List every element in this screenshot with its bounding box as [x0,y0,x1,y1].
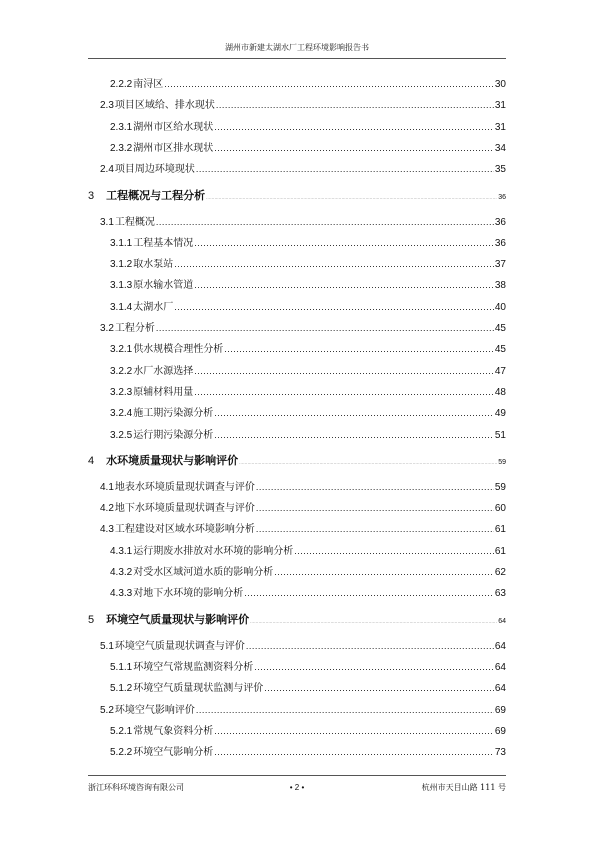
footer-divider [88,775,506,776]
toc-entry-title: 工程建设对区域水环境影响分析 [114,524,255,536]
toc-entry-number: 5.2 [100,704,114,716]
toc-entry-page: 61 [494,524,506,536]
toc-chapter-entry[interactable] [88,612,506,628]
toc-entry[interactable] [88,659,506,675]
toc-dot-leader [174,256,494,273]
toc-entry-page: 60 [494,503,506,515]
toc-entry-title: 原水输水管道 [133,280,194,292]
toc-dot-leader [216,97,494,114]
toc-entry-number: 4.3 [100,524,114,536]
toc-entry-page: 64 [494,640,506,652]
header-divider [88,58,506,59]
toc-entry[interactable] [88,479,506,495]
toc-entry[interactable] [88,543,506,559]
toc-entry[interactable] [88,500,506,516]
toc-entry[interactable] [88,97,506,113]
toc-entry[interactable] [88,744,506,760]
toc-dot-leader [224,341,494,358]
toc-entry-title: 湖州市区给水现状 [133,121,214,133]
toc-dot-leader [194,235,494,252]
toc-dot-leader [274,564,494,581]
toc-entry[interactable] [88,427,506,443]
toc-entry-title: 施工期污染源分析 [133,408,214,420]
toc-entry-number: 3.2.4 [110,408,133,420]
toc-entry-number: 3.2.3 [110,386,133,398]
toc-entry-title: 环境空气质量现状调查与评价 [114,640,245,652]
toc-entry-title: 湖州市区排水现状 [133,142,214,154]
toc-entry-title: 原辅材料用量 [133,386,194,398]
toc-entry-title: 工程基本情况 [133,237,194,249]
toc-entry-title: 环境空气质量现状与影响评价 [106,612,250,626]
toc-entry-page: 73 [494,747,506,759]
toc-chapter-entry[interactable] [88,453,506,469]
toc-dot-leader [156,320,494,337]
toc-entry-title: 取水泵站 [133,259,174,271]
toc-entry[interactable] [88,585,506,601]
toc-entry-title: 工程概况与工程分析 [106,188,206,202]
toc-dot-leader [239,453,497,471]
toc-entry-number: 4.3.1 [110,545,133,557]
toc-entry-title: 运行期废水排放对水环境的影响分析 [133,545,294,557]
toc-chapter-entry[interactable] [88,188,506,204]
toc-dot-leader [214,427,494,444]
toc-entry[interactable] [88,320,506,336]
toc-dot-leader [214,744,494,761]
toc-dot-leader [254,659,494,676]
toc-entry-title: 环境空气常规监测资料分析 [133,661,254,673]
toc-entry-page: 51 [494,429,506,441]
toc-entry-number: 2.2.2 [110,79,133,90]
toc-dot-leader [250,612,497,630]
toc-entry-number: 4.3.3 [110,588,133,600]
toc-dot-leader [214,140,494,157]
toc-entry[interactable] [88,521,506,537]
toc-entry-number: 3.2.2 [110,365,133,377]
toc-entry[interactable] [88,363,506,379]
toc-dot-leader [264,680,494,697]
toc-dot-leader [246,638,494,655]
toc-entry-title: 对受水区域河道水质的影响分析 [133,567,274,578]
toc-entry-title: 地下水环境质量现状调查与评价 [114,503,255,515]
toc-dot-leader [194,384,494,401]
toc-entry-title: 对地下水环境的影响分析 [133,588,244,600]
toc-entry[interactable] [88,119,506,135]
toc-entry-page: 31 [494,100,506,112]
toc-entry[interactable] [88,214,506,230]
toc-entry[interactable] [88,341,506,357]
toc-dot-leader [256,479,494,496]
toc-entry-page: 64 [498,617,506,625]
toc-dot-leader [164,76,494,93]
page-number: • 2 • [289,783,305,792]
toc-entry-page: 61 [494,545,506,557]
toc-dot-leader [206,188,497,206]
toc-entry[interactable] [88,235,506,251]
toc-entry-page: 31 [494,121,506,133]
toc-entry-title: 环境空气影响评价 [114,704,195,716]
toc-entry[interactable] [88,384,506,400]
toc-entry[interactable] [88,161,506,177]
toc-entry[interactable] [88,702,506,718]
footer-company: 浙江环科环境咨询有限公司 [88,783,184,792]
toc-entry[interactable] [88,299,506,315]
toc-dot-leader [294,543,494,560]
running-header: 湖州市新建太湖水厂工程环境影响报告书 [225,43,369,52]
toc-entry-number: 3.2.5 [110,429,133,441]
toc-entry-number: 3.2.1 [110,344,133,356]
toc-dot-leader [244,585,494,602]
toc-entry-page: 37 [494,259,506,271]
toc-dot-leader [194,363,494,380]
toc-entry-title: 工程分析 [114,323,155,334]
toc-entry-page: 64 [494,661,506,673]
toc-entry[interactable] [88,256,506,272]
page-footer [88,781,506,795]
toc-entry-page: 48 [494,386,506,398]
toc-entry-page: 35 [494,164,506,176]
toc-entry-number: 3 [88,189,95,202]
toc-entry-number: 5.1 [100,640,114,652]
toc-entry-page: 49 [494,408,506,420]
toc-entry-title: 供水规模合理性分析 [133,344,224,356]
toc-entry-title: 水环境质量现状与影响评价 [106,453,239,467]
toc-entry-number: 5.2.1 [110,725,133,737]
toc-entry[interactable] [88,277,506,293]
toc-entry-page: 45 [494,344,506,356]
toc-entry-page: 36 [494,216,506,228]
toc-entry-page: 40 [494,301,506,313]
toc-entry-number: 3.1.2 [110,259,133,271]
toc-entry-page: 62 [494,567,506,578]
footer-address: 杭州市天目山路 111 号 [421,783,506,792]
toc-entry-page: 59 [498,458,506,466]
toc-dot-leader [214,119,494,136]
toc-entry-title: 项目周边环境现状 [114,164,195,176]
toc-entry-page: 64 [494,683,506,695]
toc-entry-page: 30 [494,79,506,90]
toc-entry-number: 2.3.2 [110,142,133,154]
toc-dot-leader [214,405,494,422]
toc-entry-page: 36 [494,237,506,249]
toc-dot-leader [156,214,494,231]
toc-entry-number: 4.3.2 [110,567,133,578]
toc-entry[interactable] [88,140,506,156]
toc-entry-title: 南浔区 [133,79,164,90]
toc-entry-page: 69 [494,725,506,737]
toc-dot-leader [196,702,494,719]
toc-entry-number: 4.1 [100,481,114,493]
toc-entry-number: 5.2.2 [110,747,133,759]
toc-entry-number: 3.1.1 [110,237,133,249]
toc-entry[interactable] [88,723,506,739]
toc-entry-page: 36 [498,193,506,201]
toc-entry-title: 工程概况 [114,216,155,228]
toc-entry-number: 5.1.1 [110,661,133,673]
toc-entry-number: 3.1 [100,216,114,228]
toc-dot-leader [256,500,494,517]
toc-entry-page: 45 [494,323,506,334]
toc-entry-page: 63 [494,588,506,600]
toc-dot-leader [194,277,494,294]
toc-entry-title: 项目区域给、排水现状 [114,100,215,112]
toc-entry-title: 运行期污染源分析 [133,429,214,441]
toc-entry-title: 环境空气影响分析 [133,747,214,759]
toc-entry-page: 38 [494,280,506,292]
toc-entry[interactable] [88,638,506,654]
toc-entry-title: 地表水环境质量现状调查与评价 [114,481,255,493]
toc-entry-number: 2.3.1 [110,121,133,133]
toc-entry[interactable] [88,76,506,92]
toc-entry-title: 常规气象资料分析 [133,725,214,737]
toc-entry-title: 水厂水源选择 [133,365,194,377]
toc-dot-leader [214,723,494,740]
toc-entry-title: 环境空气质量现状监测与评价 [133,683,264,695]
toc-entry[interactable] [88,680,506,696]
toc-entry-number: 3.1.4 [110,301,133,313]
toc-entry-number: 5 [88,613,95,626]
toc-dot-leader [196,161,494,178]
toc-entry-number: 3.2 [100,323,114,334]
toc-entry-number: 5.1.2 [110,683,133,695]
toc-entry-number: 4.2 [100,503,114,515]
toc-entry[interactable] [88,405,506,421]
toc-entry-number: 2.3 [100,100,114,112]
toc-entry-number: 2.4 [100,164,114,176]
toc-entry-title: 太湖水厂 [133,301,174,313]
toc-entry[interactable] [88,564,506,580]
toc-entry-page: 69 [494,704,506,716]
toc-entry-page: 47 [494,365,506,377]
toc-entry-number: 4 [88,454,95,467]
toc-entry-number: 3.1.3 [110,280,133,292]
toc-dot-leader [174,299,494,316]
toc-entry-page: 59 [494,481,506,493]
toc-dot-leader [256,521,494,538]
toc-entry-page: 34 [494,142,506,154]
